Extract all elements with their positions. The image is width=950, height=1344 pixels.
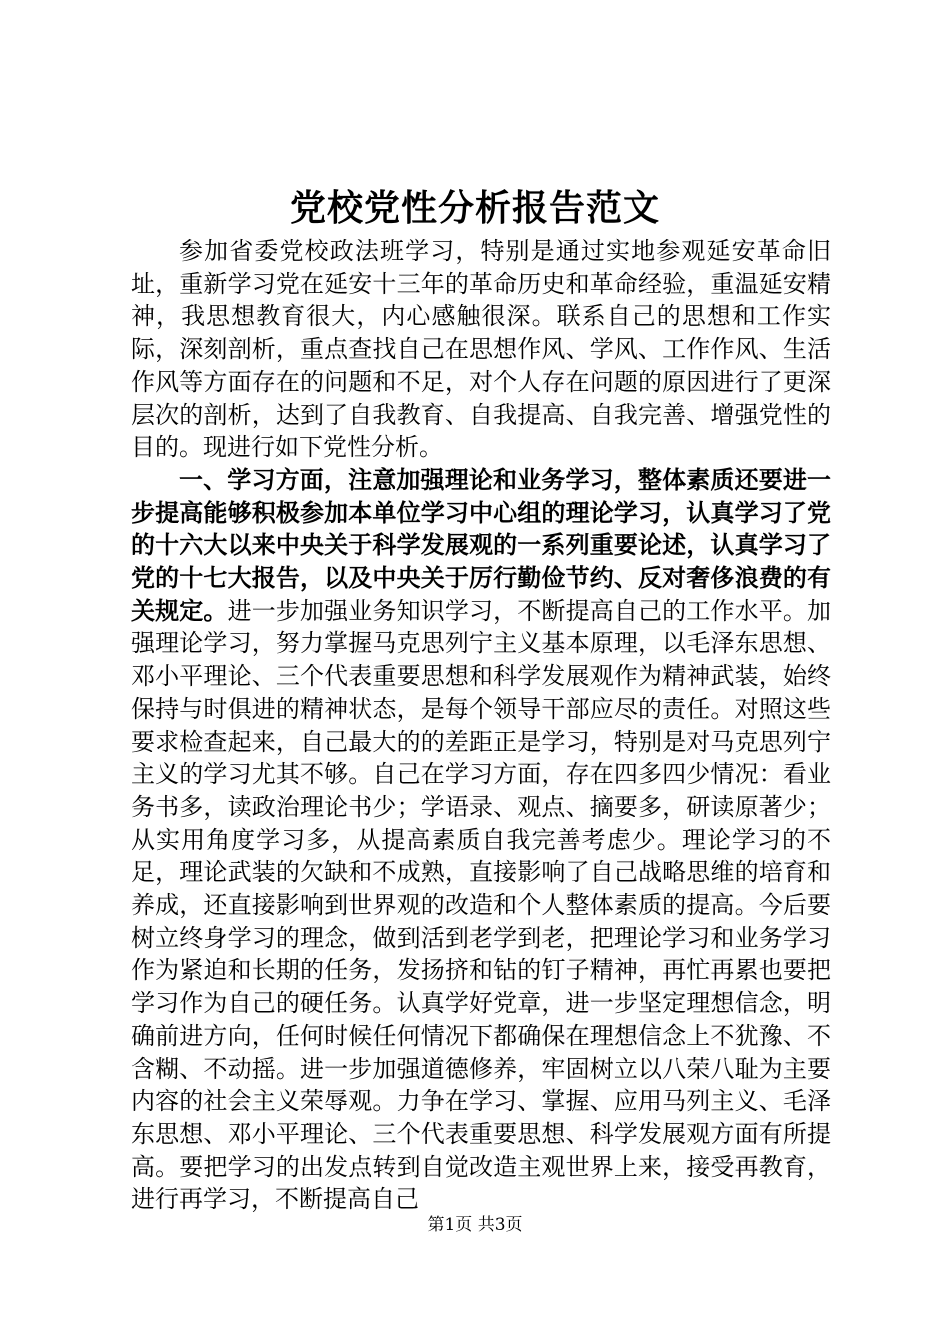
paragraph-text: 进一步加强业务知识学习，不断提高自己的工作水平。加强理论学习，努力掌握马克思列宁主义基本原理，以毛泽东思想、邓小平理论、三个代表重要思想和科学发展观作为精神武装，始终保持与时俱进的精神状态，是每个领导干部应尽的责任。对照这些要求检查起来，自己最大的的差距正是学习，特别是对马克思列宁主义的学习尤其不够。自己在学习方面，存在四多四少情况：看业务书多，读政治理论书少；学语录、观点、摘要多，研读原著少；从实用角度学习多，从提高素质自我完善考虑少。理论学习的不足，理论武装的欠缺和不成熟，直接影响了自己战略思维的培育和养成，还直接影响到世界观的改造和个人整体素质的提高。今后要树立终身学习的理念，做到活到老学到老，把理论学习和业务学习作为紧迫和长期的任务，发扬挤和钻的钉子精神，再忙再累也要把学习作为自己的硬任务。认真学好党章，进一步坚定理想信念，明确前进方向，任何时候任何情况下都确保在理想信念上不犹豫、不含糊、不动摇。进一步加强道德修养，牢固树立以八荣八耻为主要内容的社会主义荣辱观。力争在学习、掌握、应用马列主义、毛泽东思想、邓小平理论、三个代表重要思想、科学发展观方面有所提高。要把学习的出发点转到自觉改造主观世界上来，接受再教育，进行再学习，不断提高自己	[131, 596, 832, 1214]
page-number: 第1页 共3页	[427, 1215, 523, 1235]
paragraph-intro	[131, 235, 831, 464]
paragraph-study-section	[131, 464, 831, 1216]
section-heading-study: 一、学习方面，注意加强理论和业务学习，整体素质还要进一步提高能够积极参加本单位学习中心组的理论学习，认真学习了党的十六大以来中央关于科学发展观的一系列重要论述，认真学习了党的十七大报告，以及中央关于厉行勤俭节约、反对奢侈浪费的有关规定。	[131, 464, 831, 625]
paragraph-text: 参加省委党校政法班学习，特别是通过实地参观延安革命旧址，重新学习党在延安十三年的革命历史和革命经验，重温延安精神，我思想教育很大，内心感触很深。联系自己的思想和工作实际，深刻剖析，重点查找自己在思想作风、学风、工作作风、生活作风等方面存在的问题和不足，对个人存在问题的原因进行了更深层次的剖析，达到了自我教育、自我提高、自我完善、增强党性的目的。现进行如下党性分析。	[131, 237, 831, 462]
document-title: 党校党性分析报告范文	[289, 187, 660, 229]
document-body	[131, 235, 831, 1216]
